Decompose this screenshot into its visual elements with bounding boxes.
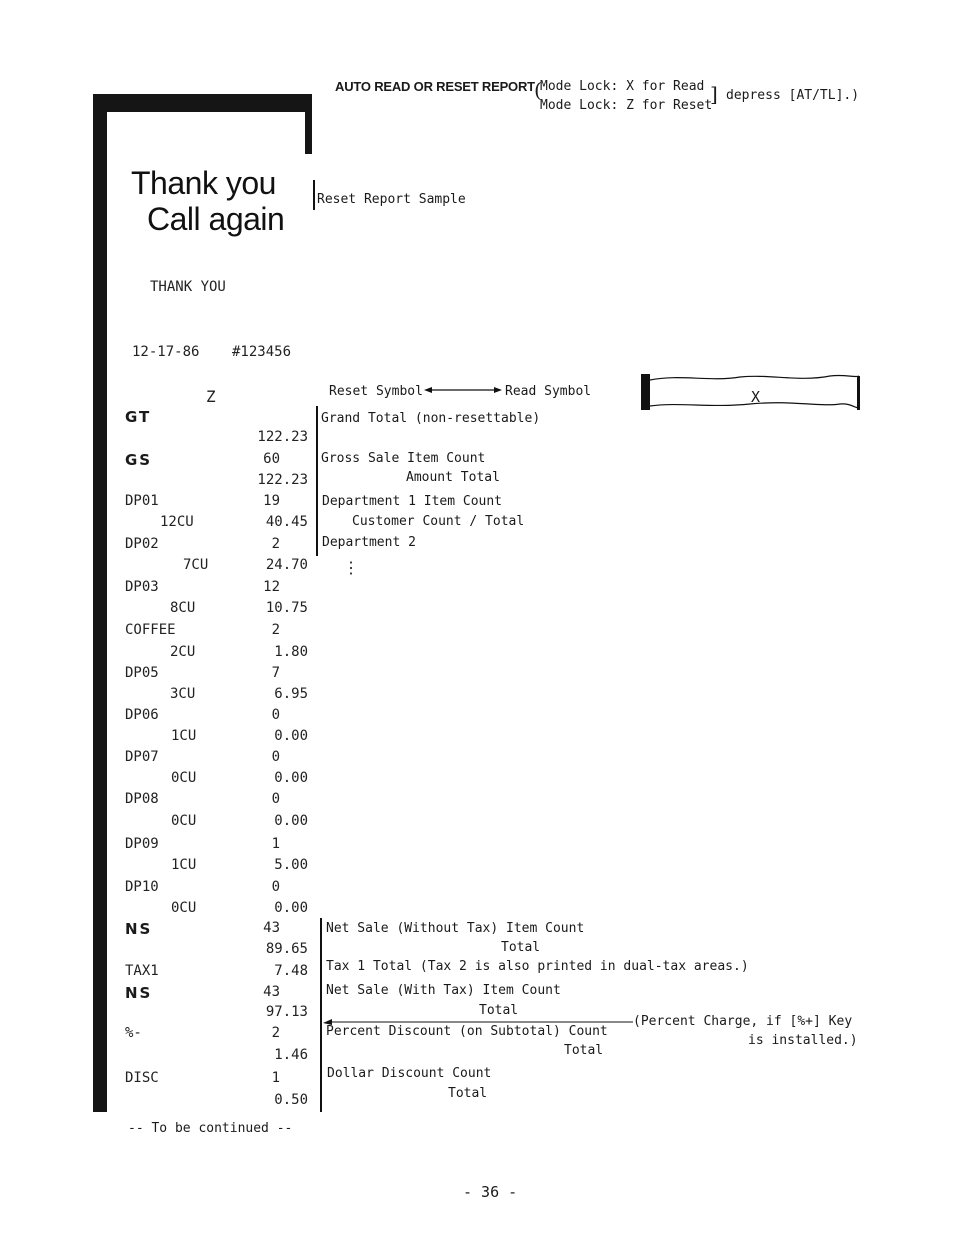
receipt-row-value: 0.00 [274,728,308,744]
percent-charge-note-line2: is installed.) [748,1033,858,1048]
divider-bottom [320,918,322,1112]
receipt-row-label: 8CU [170,600,196,616]
receipt-row-label: 0CU [171,900,197,916]
receipt-row-label: 12CU [160,514,194,530]
receipt-row-value: 1 [271,1070,280,1086]
receipt-row-label: NS [125,920,153,938]
receipt-row-label: 2CU [170,644,196,660]
receipt-row-value: 5.00 [274,857,308,873]
receipt-row-value: 60 [263,451,280,467]
receipt-row-label: 0CU [171,813,197,829]
dollar-discount-total-label: Total [448,1086,488,1101]
receipt-row-label: DP05 [125,665,159,681]
receipt-row-label: DP07 [125,749,159,765]
reset-report-sample: Reset Report Sample [317,192,466,207]
gross-sale-item-count-label: Gross Sale Item Count [321,451,486,466]
dept1-item-count-label: Department 1 Item Count [322,494,503,509]
read-symbol-label: Read Symbol [505,384,592,399]
dollar-discount-label: Dollar Discount Count [327,1066,492,1081]
receipt-row-value: 6.95 [274,686,308,702]
receipt-row-value: 43 [263,984,280,1000]
net-sale-with-tax-label: Net Sale (With Tax) Item Count [326,983,561,998]
receipt-row-label: DP10 [125,879,159,895]
receipt-row-value: 0 [271,791,280,807]
receipt-row-label: %- [125,1025,142,1041]
receipt-row-value: 24.70 [265,557,308,573]
receipt-row-label: 0CU [171,770,197,786]
receipt-date: 12-17-86 [132,344,200,360]
receipt-row-value: 0 [271,749,280,765]
receipt-row-value: 122.23 [257,429,308,445]
receipt-row-value: 0 [271,707,280,723]
reset-symbol-label: Reset Symbol [329,384,423,399]
receipt-row-label: DP03 [125,579,159,595]
receipt-row-label: NS [125,984,153,1002]
receipt-row-label: 1CU [171,728,197,744]
receipt-row-value: 0.00 [274,770,308,786]
receipt-row-value: 0.50 [274,1092,308,1108]
receipt-row-value: 2 [271,1025,280,1041]
percent-charge-note-line1: (Percent Charge, if [%+] Key [633,1014,853,1029]
net-sale-with-tax-total-label: Total [479,1003,519,1018]
receipt-row-value: 97.13 [265,1004,308,1020]
receipt-row-value: 2 [271,622,280,638]
receipt-row-value: 2 [271,536,280,552]
receipt-row-label: DP01 [125,493,159,509]
receipt-row-value: 0.00 [274,900,308,916]
divider-top [313,180,315,210]
receipt-row-value: 1.80 [274,644,308,660]
receipt-row-value: 10.75 [265,600,308,616]
receipt-row-value: 7.48 [274,963,308,979]
read-box-x: X [751,388,761,406]
receipt-row-value: 12 [263,579,280,595]
thank-small: THANK YOU [150,279,226,295]
percent-discount-total-label: Total [564,1043,604,1058]
receipt-row-label: DISC [125,1070,159,1086]
thank-you-line1: Thank you [131,165,276,201]
receipt-row-value: 122.23 [257,472,308,488]
percent-discount-label: Percent Discount (on Subtotal) Count [326,1024,608,1039]
to-be-continued: -- To be continued -- [128,1121,293,1136]
receipt-row-value: 89.65 [265,941,308,957]
net-sale-without-tax-label: Net Sale (Without Tax) Item Count [326,921,585,936]
divider-mid [316,406,318,556]
receipt-top-bar [93,94,307,112]
thank-you-line2: Call again [147,201,285,237]
page-number: - 36 - [463,1183,518,1201]
receipt-row-label: GT [125,408,152,426]
receipt-row-value: 7 [271,665,280,681]
read-symbol-sample [641,374,859,410]
receipt-row-value: 43 [263,920,280,936]
mode-reset-text: Mode Lock: Z for Reset [540,98,713,113]
receipt-row-label: TAX1 [125,963,159,979]
receipt-right-edge [305,94,312,154]
amount-total-label: Amount Total [406,470,500,485]
receipt-row-value: 0.00 [274,813,308,829]
receipt-left-bar [93,94,107,1112]
receipt-row-label: GS [125,451,153,469]
receipt-row-value: 1.46 [274,1047,308,1063]
receipt-row-label: 3CU [170,686,196,702]
mode-read-text: Mode Lock: X for Read [540,79,705,94]
receipt-row-value: 40.45 [265,514,308,530]
dept2-label: Department 2 [322,535,416,550]
z-symbol: Z [206,387,216,406]
receipt-row-label: DP09 [125,836,159,852]
net-sale-without-tax-total-label: Total [501,940,541,955]
grand-total-label: Grand Total (non-resettable) [321,411,541,426]
receipt-row-label: DP08 [125,791,159,807]
report-title: AUTO READ OR RESET REPORT [335,79,535,94]
tax1-total-label: Tax 1 Total (Tax 2 is also printed in dual-tax areas.) [326,959,749,974]
receipt-row-label: 1CU [171,857,197,873]
left-brace: ( [534,78,542,102]
receipt-row-label: DP02 [125,536,159,552]
instruction-text: depress [AT/TL].) [726,88,860,103]
receipt-row-value: 19 [263,493,280,509]
receipt-row-value: 1 [271,836,280,852]
receipt-row-label: COFFEE [125,622,176,638]
receipt-number: #123456 [232,344,292,360]
receipt-row-label: DP06 [125,707,159,723]
receipt-row-label: 7CU [183,557,209,573]
continuation-dots: ⋮ [343,558,359,577]
customer-count-total-label: Customer Count / Total [352,514,525,529]
receipt-row-value: 0 [271,879,280,895]
double-arrow-icon [424,384,502,396]
right-brace: ] [710,82,718,106]
read-box-left-bar [641,374,650,410]
